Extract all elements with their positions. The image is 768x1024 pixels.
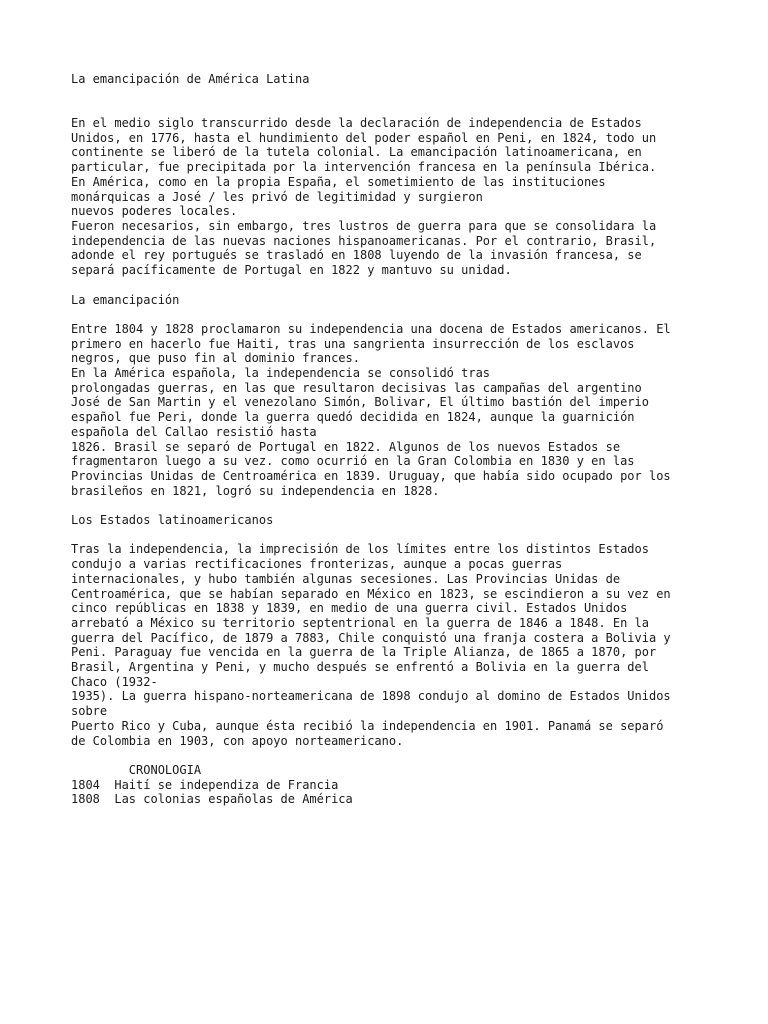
paragraph-line: Provincias Unidas de Centroamérica en 1839. Uruguay, que había sido ocupado por los	[71, 468, 671, 483]
paragraph-line: En la América española, la independencia se consolidó tras	[71, 366, 491, 380]
section-heading: La emancipación	[71, 292, 180, 307]
chronology-heading: CRONOLOGIA	[71, 762, 202, 777]
blank-line	[71, 278, 711, 293]
paragraph-line: arrebató a México su territorio septentrional en la guerra de 1846 a 1848. En la	[71, 615, 649, 630]
paragraph-line: 1826. Brasil se separó de Portugal en 1822. Algunos de los nuevos Estados se	[71, 439, 621, 454]
paragraph-line: fragmentaron luego a su vez. como ocurrió en la Gran Colombia en 1830 y en las	[71, 454, 635, 469]
paragraph-line: Centroamérica, que se habían separado en México en 1823, se escindieron a su vez en	[71, 586, 671, 601]
paragraph-line: Brasil, Argentina y Peni, y mucho después se enfrentó a Bolivia en la guerra del	[71, 660, 649, 675]
blank-line	[71, 87, 711, 102]
paragraph-line: Entre 1804 y 1828 proclamaron su independencia una docena de Estados americanos. El	[71, 321, 671, 336]
document-page	[71, 72, 711, 807]
paragraph-line: particular, fue precipitada por la intervención francesa en la península Ibérica.	[71, 160, 657, 175]
document-title: La emancipación de América Latina	[71, 72, 310, 86]
chronology-entry: 1808 Las colonias españolas de América	[71, 792, 353, 807]
paragraph-line: española del Callao resistió hasta	[71, 424, 317, 439]
paragraph-line: Unidos, en 1776, hasta el hundimiento del poder español en Peni, en 1824, todo un	[71, 130, 657, 145]
paragraph-line: brasileños en 1821, logró su independencia en 1828.	[71, 483, 440, 498]
paragraph-line: prolongadas guerras, en las que resultaron decisivas las campañas del argentino	[71, 380, 642, 395]
blank-line	[71, 748, 711, 763]
paragraph-line: negros, que puso fin al dominio frances.	[71, 351, 360, 366]
paragraph-line: Puerto Rico y Cuba, aunque ésta recibió la independencia en 1901. Panamá se separó	[71, 718, 664, 733]
paragraph-line: Peni. Paraguay fue vencida en la guerra de la Triple Alianza, de 1865 a 1870, por	[71, 645, 657, 660]
paragraph-line: continente se liberó de la tutela colonial. La emancipación latinoamericana, en	[71, 145, 642, 160]
paragraph-line: sobre	[71, 704, 108, 719]
paragraph-line: guerra del Pacífico, de 1879 a 7883, Chile conquistó una franja costera a Bolivia y	[71, 630, 671, 645]
paragraph-line: monárquicas a José / les privó de legitimidad y surgieron	[71, 189, 483, 204]
paragraph-line: Fueron necesarios, sin embargo, tres lustros de guerra para que se consolidara la	[71, 219, 657, 233]
paragraph-line: primero en hacerlo fue Haiti, tras una sangrienta insurrección de los esclavos	[71, 336, 635, 351]
blank-line	[71, 307, 711, 322]
chronology-entry: 1804 Haití se independiza de Francia	[71, 777, 339, 792]
paragraph-line: Tras la independencia, la imprecisión de los límites entre los distintos Estados	[71, 542, 649, 557]
paragraph-line: adonde el rey portugués se trasladó en 1808 luyendo de la invasión francesa, se	[71, 248, 642, 263]
blank-line	[71, 528, 711, 543]
paragraph-line: 1935). La guerra hispano-norteamericana de 1898 condujo al domino de Estados Unidos	[71, 689, 671, 704]
paragraph-line: nuevos poderes locales.	[71, 204, 238, 219]
paragraph-line: Chaco (1932-	[71, 674, 158, 689]
paragraph-line: internacionales, y hubo también algunas secesiones. Las Provincias Unidas de	[71, 571, 621, 586]
paragraph-line: cinco repúblicas en 1838 y 1839, en medio de una guerra civil. Estados Unidos	[71, 601, 628, 616]
paragraph-line: separá pacíficamente de Portugal en 1822 y mantuvo su unidad.	[71, 263, 512, 278]
paragraph-line: español fue Peri, donde la guerra quedó decidida en 1824, aunque la guarnición	[71, 410, 635, 425]
blank-line	[71, 498, 711, 513]
paragraph-line: En el medio siglo transcurrido desde la declaración de independencia de Estados	[71, 116, 642, 131]
paragraph-line: En América, como en la propia España, el sometimiento de las instituciones	[71, 174, 606, 189]
section-heading: Los Estados latinoamericanos	[71, 513, 274, 528]
paragraph-line: condujo a varias rectificaciones fronterizas, aunque a pocas guerras	[71, 557, 563, 572]
paragraph-line: de Colombia en 1903, con apoyo norteamericano.	[71, 733, 404, 748]
blank-line	[71, 101, 711, 116]
paragraph-line: José de San Martin y el venezolano Simón, Bolivar, El último bastión del imperio	[71, 395, 649, 410]
paragraph-line: independencia de las nuevas naciones hispanoamericanas. Por el contrario, Brasil,	[71, 233, 657, 248]
